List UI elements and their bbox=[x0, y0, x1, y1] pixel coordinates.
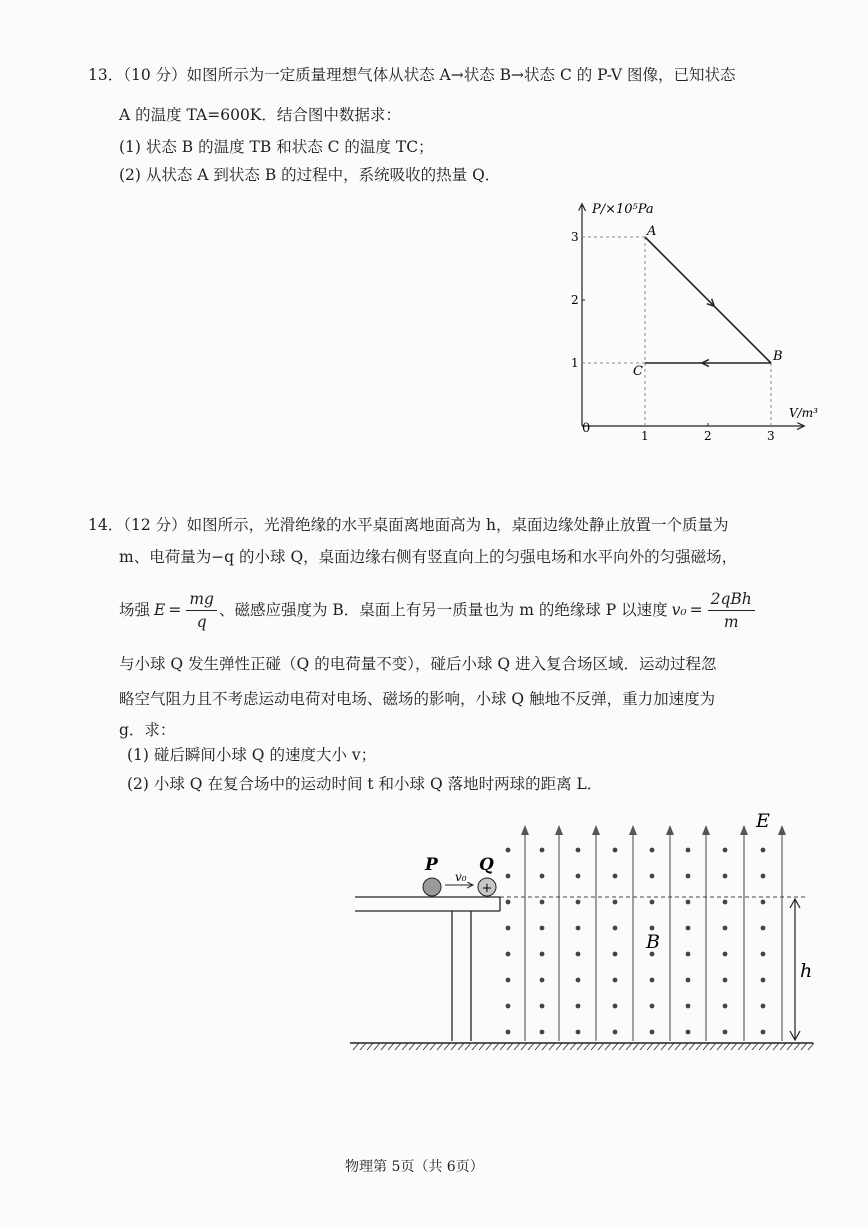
b-field-dot bbox=[576, 900, 581, 905]
e-field-arrowhead bbox=[629, 825, 637, 835]
b-field-dot bbox=[761, 900, 766, 905]
b-field-dot bbox=[506, 926, 511, 931]
b-field-dot bbox=[686, 1030, 691, 1035]
b-field-dot bbox=[613, 926, 618, 931]
b-field-dot bbox=[540, 900, 545, 905]
b-field-dot bbox=[506, 900, 511, 905]
b-field-dot bbox=[506, 952, 511, 957]
b-field-dot bbox=[723, 978, 728, 983]
b-field-dot bbox=[686, 1004, 691, 1009]
b-field-dot bbox=[576, 1030, 581, 1035]
b-field-dot bbox=[761, 848, 766, 853]
q13-sub2: (2) 从状态 A 到状态 B 的过程中，系统吸收的热量 Q． bbox=[119, 166, 501, 184]
e-field-arrowhead bbox=[555, 825, 563, 835]
b-field-dot bbox=[686, 978, 691, 983]
b-field-dot bbox=[723, 900, 728, 905]
e-field-arrowhead bbox=[666, 825, 674, 835]
v0-fraction bbox=[708, 588, 755, 633]
label-b: B bbox=[646, 931, 660, 953]
x-tick-label: 3 bbox=[767, 429, 775, 443]
e-field-arrowhead bbox=[702, 825, 710, 835]
y-tick-label: 3 bbox=[571, 230, 579, 244]
b-field-dot bbox=[650, 926, 655, 931]
b-field-dot bbox=[506, 874, 511, 879]
b-field-dot bbox=[613, 874, 618, 879]
b-field-dot bbox=[540, 952, 545, 957]
b-field-dot bbox=[686, 874, 691, 879]
e-fraction bbox=[186, 588, 217, 633]
b-field-dot bbox=[650, 978, 655, 983]
label-e: E bbox=[756, 810, 770, 832]
b-field-dot bbox=[723, 848, 728, 853]
e-field-arrowhead bbox=[592, 825, 600, 835]
b-field-dot bbox=[723, 874, 728, 879]
ball-p bbox=[423, 878, 441, 896]
v0-denominator: m bbox=[723, 612, 739, 631]
b-field-dot bbox=[650, 900, 655, 905]
b-field-dot bbox=[576, 874, 581, 879]
b-field-dot bbox=[686, 952, 691, 957]
b-field-dot bbox=[576, 848, 581, 853]
label-p: P bbox=[425, 855, 438, 875]
b-field-dot bbox=[613, 848, 618, 853]
b-field-dot bbox=[686, 926, 691, 931]
label-v0: v₀ bbox=[455, 870, 467, 884]
b-field-dot bbox=[723, 926, 728, 931]
b-field-dot bbox=[506, 1004, 511, 1009]
b-field-dot bbox=[723, 952, 728, 957]
y-axis-label: P/×10⁵Pa bbox=[592, 202, 654, 217]
pv-graph bbox=[540, 195, 830, 450]
magnetic-field-dots bbox=[506, 848, 766, 1035]
q14-line6: g．求： bbox=[119, 721, 176, 739]
point-label-b: B bbox=[773, 349, 783, 364]
b-field-dot bbox=[506, 848, 511, 853]
b-field-dot bbox=[761, 926, 766, 931]
v0-symbol: v₀ bbox=[671, 601, 687, 619]
b-field-dot bbox=[540, 926, 545, 931]
point-label-a: A bbox=[647, 224, 657, 239]
b-field-dot bbox=[613, 1004, 618, 1009]
b-field-dot bbox=[686, 848, 691, 853]
b-field-dot bbox=[761, 1030, 766, 1035]
b-field-dot bbox=[761, 874, 766, 879]
b-field-dot bbox=[650, 874, 655, 879]
q13-line2: A 的温度 TA=600K．结合图中数据求： bbox=[119, 106, 401, 124]
b-field-dot bbox=[650, 848, 655, 853]
e-field-arrowhead bbox=[740, 825, 748, 835]
y-tick-label: 2 bbox=[571, 293, 579, 307]
field-figure bbox=[345, 805, 820, 1055]
q13-sub1: (1) 状态 B 的温度 TB 和状态 C 的温度 TC； bbox=[119, 138, 434, 156]
b-field-dot bbox=[576, 952, 581, 957]
x-axis-label: V/m³ bbox=[789, 406, 818, 420]
y-tick-label: 1 bbox=[571, 356, 579, 370]
ground-hatch bbox=[353, 1043, 814, 1050]
b-field-dot bbox=[540, 874, 545, 879]
b-field-dot bbox=[540, 1030, 545, 1035]
q14-sub2: (2) 小球 Q 在复合场中的运动时间 t 和小球 Q 落地时两球的距离 L． bbox=[127, 775, 603, 793]
b-field-dot bbox=[723, 1004, 728, 1009]
b-field-dot bbox=[761, 978, 766, 983]
label-h: h bbox=[800, 960, 813, 982]
x-tick-label: 2 bbox=[704, 429, 712, 443]
e-field-arrowhead bbox=[521, 825, 529, 835]
e-numerator: mg bbox=[186, 588, 217, 611]
process-AB bbox=[645, 237, 771, 363]
b-field-dot bbox=[540, 1004, 545, 1009]
q14-line5: 略空气阻力且不考虑运动电荷对电场、磁场的影响，小球 Q 触地不反弹，重力加速度为 bbox=[119, 690, 716, 708]
b-field-dot bbox=[576, 1004, 581, 1009]
e-field-arrowhead bbox=[778, 825, 786, 835]
table bbox=[355, 897, 500, 1041]
b-field-dot bbox=[613, 900, 618, 905]
q14-line3-b: 、磁感应强度为 B．桌面上有另一质量也为 m 的绝缘球 P 以速度 bbox=[218, 601, 668, 619]
b-field-dot bbox=[506, 978, 511, 983]
q14-sub1: (1) 碰后瞬间小球 Q 的速度大小 v； bbox=[127, 746, 377, 764]
q14-line4: 与小球 Q 发生弹性正碰（Q 的电荷量不变），碰后小球 Q 进入复合场区域．运动过程忽 bbox=[119, 655, 717, 673]
q14-line3-a: 场强 bbox=[119, 601, 151, 619]
q13-lead: 13．（10 分）如图所示为一定质量理想气体从状态 A→状态 B→状态 C 的 P-V 图像，已知状态 bbox=[88, 66, 736, 84]
b-field-dot bbox=[506, 1030, 511, 1035]
b-field-dot bbox=[540, 848, 545, 853]
b-field-dot bbox=[540, 978, 545, 983]
q14-lead: 14．（12 分）如图所示，光滑绝缘的水平桌面离地面高为 h，桌面边缘处静止放置一个质量为 bbox=[88, 516, 729, 534]
e-symbol: E bbox=[154, 601, 166, 619]
b-field-dot bbox=[686, 900, 691, 905]
x-tick-label: 1 bbox=[641, 429, 649, 443]
v0-numerator: 2qBh bbox=[708, 588, 755, 611]
origin-label: 0 bbox=[582, 421, 591, 436]
page-footer: 物理第 5页（共 6页） bbox=[345, 1159, 484, 1175]
b-field-dot bbox=[613, 978, 618, 983]
b-field-dot bbox=[613, 952, 618, 957]
label-q: Q bbox=[479, 855, 494, 875]
e-denominator: q bbox=[196, 612, 207, 631]
point-label-c: C bbox=[633, 364, 643, 379]
b-field-dot bbox=[650, 1030, 655, 1035]
b-field-dot bbox=[576, 978, 581, 983]
b-field-dot bbox=[723, 1030, 728, 1035]
b-field-dot bbox=[613, 1030, 618, 1035]
b-field-dot bbox=[650, 1004, 655, 1009]
b-field-dot bbox=[576, 926, 581, 931]
b-field-dot bbox=[761, 952, 766, 957]
q-charge-sign: + bbox=[481, 881, 493, 896]
b-field-dot bbox=[761, 1004, 766, 1009]
q14-line2: m、电荷量为−q 的小球 Q，桌面边缘右侧有竖直向上的匀强电场和水平向外的匀强磁场， bbox=[119, 548, 738, 566]
q14-line3: 场强 E = $\frac{mg}{q}$ 、磁感应强度为 B．桌面上有另一质量也为 m 的绝缘球 P 以速度 v₀ = $\frac{\text{2qBh}}{m}$ bbox=[119, 584, 757, 636]
